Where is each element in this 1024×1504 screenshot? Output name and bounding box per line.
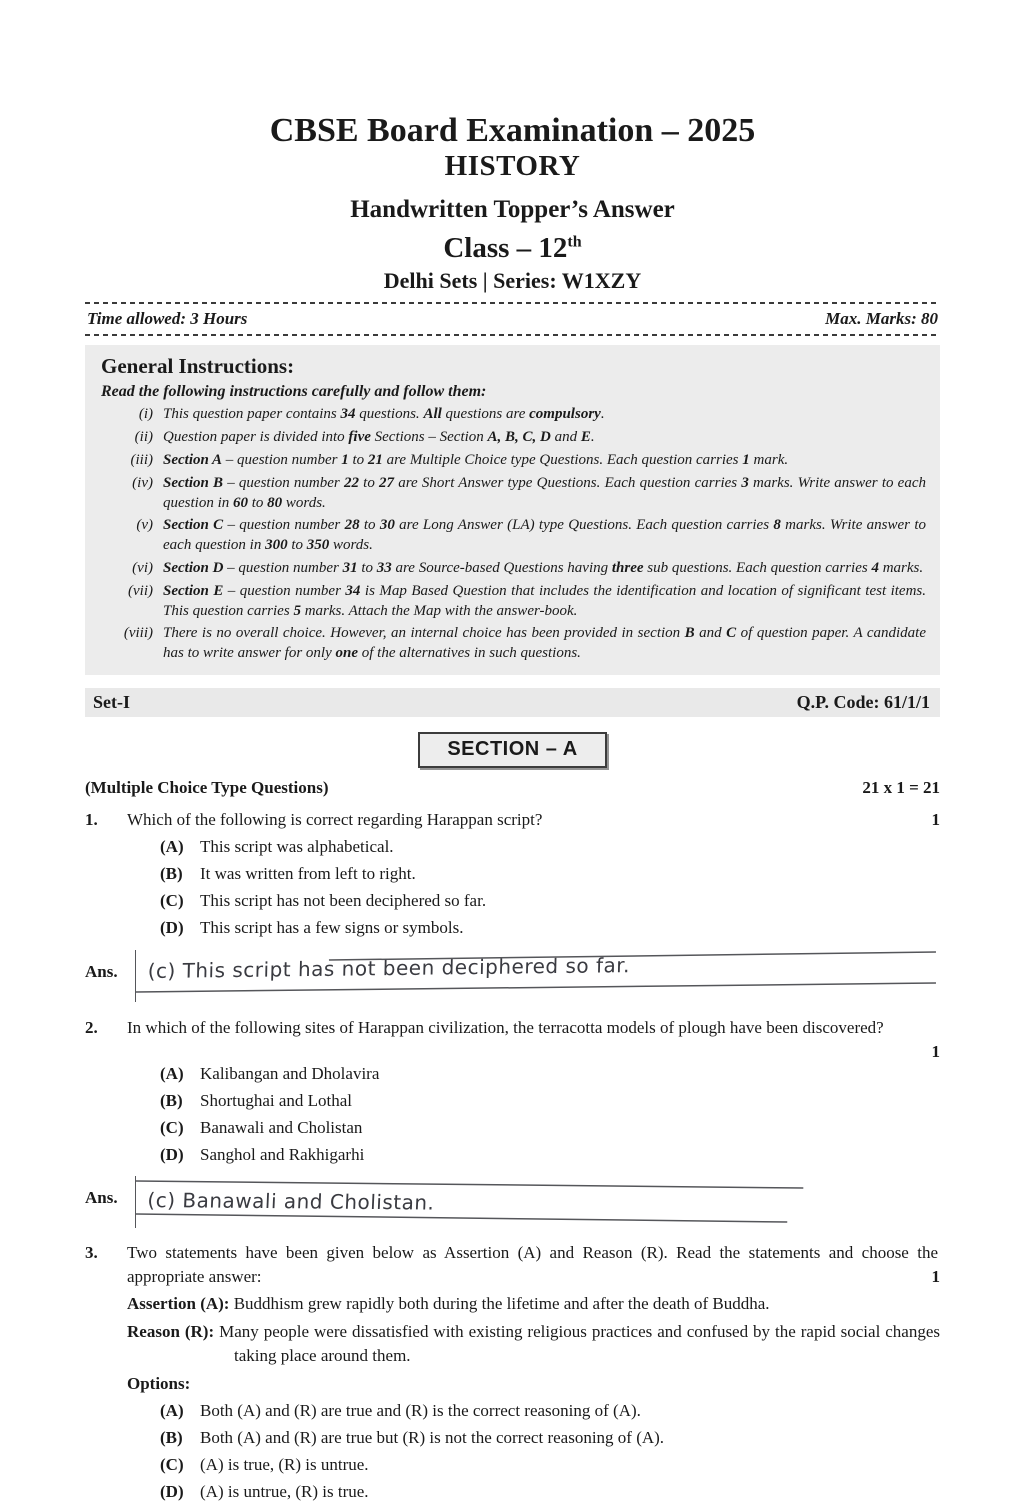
option-row [160,916,940,940]
dashed-divider-bottom [85,334,940,336]
option-letter: (B) [160,864,183,884]
option-text: It was written from left to right. [200,864,416,884]
handwritten-answer-2: (c) Banawali and Cholistan. [146,1188,435,1215]
option-text: Banawali and Cholistan [200,1117,363,1137]
instruction-text: Section B – question number 22 to 27 are Short Answer type Questions. Each question carries 3 marks. Write answer to each question in 60 to 80 words. [163,474,927,511]
mcq-marks-scheme: 21 x 1 = 21 [862,777,940,797]
option-letter: (B) [160,1090,183,1110]
answer-label: Ans. [85,1188,118,1208]
option-text: This script was alphabetical. [200,837,394,857]
reason-text: Many people were dissatisfied with existing religious practices and confused by the rapid social changes taking place around them. [219,1321,941,1365]
question-2-text: In which of the following sites of Harappan civilization, the terracotta models of plough have been discovered? [127,1017,884,1037]
option-row [160,1480,940,1504]
instruction-number: (vii) [128,582,153,599]
question-3-marks: 1 [931,1267,940,1287]
subject-title: HISTORY [444,150,581,183]
instruction-number: (vi) [132,559,153,576]
instruction-number: (i) [138,406,153,423]
question-3-text: Two statements have been given below as Assertion (A) and Reason (R). Read the statements and choose the appropriate answer: [127,1243,938,1287]
option-row [160,889,940,913]
question-1-options [160,835,940,941]
max-marks-label: Max. Marks: 80 [825,309,938,329]
instruction-item [101,405,926,425]
question-2-options [160,1062,940,1168]
mcq-header-row [85,778,940,798]
option-letter: (B) [160,1428,183,1448]
instruction-text: Section C – question number 28 to 30 are Long Answer (LA) type Questions. Each question carries 8 marks. Write answer to each question in 300 to 350 words. [163,517,926,554]
question-1-marks: 1 [931,809,940,829]
option-text: This script has not been deciphered so far. [200,891,487,911]
instruction-number: (v) [136,517,153,534]
option-letter: (C) [160,1117,184,1137]
option-row [160,1426,940,1450]
instruction-text: Section E – question number 34 is Map Based Question that includes the identification and location of significant test items. This question carries 5 marks. Attach the Map with the answer-book. [163,582,927,619]
option-text: Sanghol and Rakhigarhi [200,1145,365,1165]
instruction-item [101,582,926,622]
option-letter: (D) [160,1145,184,1165]
question-2-answer-row [85,1176,940,1228]
option-text: Kalibangan and Dholavira [200,1063,380,1083]
question-1-answer-area [135,950,940,1002]
qp-code-label: Q.P. Code: 61/1/1 [796,691,930,712]
paper-subtitle: Handwritten Topper’s Answer [350,196,675,224]
option-letter: (C) [160,891,184,911]
question-1 [85,808,940,1002]
instruction-item [101,428,926,448]
option-text: (A) is true, (R) is untrue. [200,1455,369,1475]
option-letter: (C) [160,1455,184,1475]
time-marks-row [85,304,940,332]
mcq-type-label: (Multiple Choice Type Questions) [85,777,329,797]
option-text: (A) is untrue, (R) is true. [200,1482,369,1502]
instruction-text: There is no overall choice. However, an internal choice has been provided in section B and C of question paper. A candidate has to write answer for only one of the alternatives in such questions. [163,625,926,662]
paper-title: CBSE Board Examination – 2025 [269,112,756,149]
instructions-heading: General Instructions: [101,354,295,379]
option-row [160,835,940,859]
question-2-marks: 1 [931,1041,940,1061]
option-row [160,1399,940,1423]
option-row [160,1089,940,1113]
general-instructions-box [85,345,940,675]
instruction-item [101,516,926,556]
instruction-text: Section A – question number 1 to 21 are Multiple Choice type Questions. Each question carries 1 mark. [163,451,789,468]
question-1-number: 1. [85,809,98,829]
instruction-item [101,451,926,471]
option-text: Both (A) and (R) are true and (R) is the correct reasoning of (A). [200,1400,641,1420]
time-allowed-label: Time allowed: 3 Hours [87,309,248,329]
question-3-options [160,1399,940,1504]
instruction-number: (ii) [134,429,153,446]
option-letter: (D) [160,1482,184,1502]
paper-header [85,112,940,293]
reason-line [127,1320,940,1368]
handwritten-answer-1: (c) This script has not been deciphered so far. [147,952,631,983]
assertion-text: Buddhism grew rapidly both during the lifetime and after the death of Buddha. [233,1294,770,1314]
class-line [85,233,940,265]
reason-label: Reason (R): [127,1321,215,1341]
option-text: Both (A) and (R) are true but (R) is not the correct reasoning of (A). [200,1428,665,1448]
option-row [160,1116,940,1140]
instruction-text: Question paper is divided into five Sections – Section A, B, C, D and E. [163,429,595,446]
question-1-answer-row [85,950,940,1002]
option-row [160,1062,940,1086]
assertion-line [127,1292,940,1316]
question-2-number: 2. [85,1017,98,1037]
class-text: Class – 12 [443,232,568,265]
instruction-text: Section D – question number 31 to 33 are Source-based Questions having three sub questions. Each question carries 4 marks. [163,559,924,576]
instructions-list [101,405,926,664]
instruction-item [101,474,926,514]
class-superscript: th [567,233,582,251]
option-text: Shortughai and Lothal [200,1090,353,1110]
option-letter: (A) [160,837,184,857]
option-letter: (A) [160,1400,184,1420]
series-line: Delhi Sets | Series: W1XZY [383,268,642,294]
instruction-number: (iii) [130,451,153,468]
option-letter: (A) [160,1063,184,1083]
option-text: This script has a few signs or symbols. [200,918,464,938]
answer-label: Ans. [85,961,118,981]
section-a-heading: SECTION – A [418,732,606,768]
section-heading-wrap [85,732,940,768]
set-label: Set-I [93,691,130,712]
instruction-number: (iv) [132,474,153,491]
question-1-text: Which of the following is correct regarding Harappan script? [127,809,543,829]
assertion-label: Assertion (A): [127,1294,230,1314]
set-code-bar [85,688,940,717]
option-row [160,862,940,886]
instruction-item [101,624,926,664]
question-3 [85,1241,940,1504]
instruction-number: (viii) [123,625,153,642]
option-row [160,1453,940,1477]
instruction-item [101,559,926,579]
option-row [160,1143,940,1167]
instructions-intro: Read the following instructions carefully and follow them: [101,383,487,401]
options-heading: Options: [127,1373,191,1393]
question-2-answer-area [135,1176,940,1228]
question-3-number: 3. [85,1243,98,1263]
question-2 [85,1016,940,1229]
instruction-text: This question paper contains 34 questions. All questions are compulsory. [163,406,605,423]
option-letter: (D) [160,918,184,938]
